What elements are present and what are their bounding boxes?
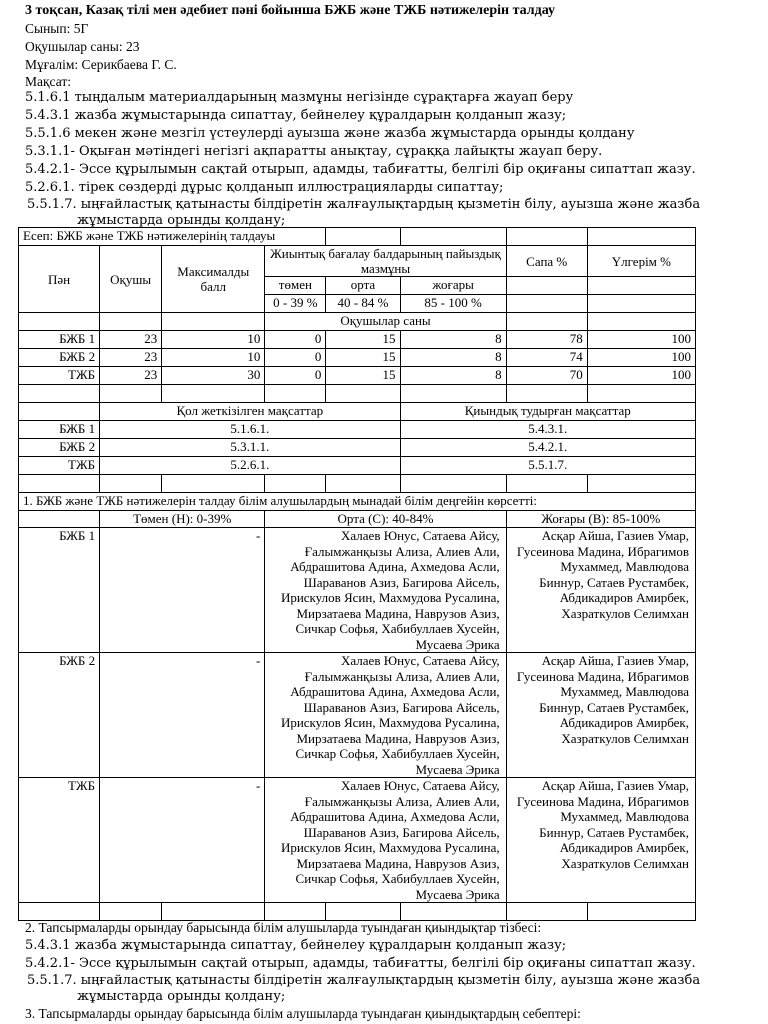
table-row [19, 421, 696, 439]
table-row [19, 778, 696, 903]
col-subject-header: Пән [19, 246, 100, 313]
row-students: 23 [100, 367, 162, 385]
class-line: Сынып: 5Г [25, 21, 89, 36]
row-students: 23 [100, 331, 162, 349]
row-subject: БЖБ 2 [19, 349, 100, 367]
table-row [19, 367, 696, 385]
table-row [19, 653, 696, 778]
level-row-low: - [100, 653, 265, 778]
level-row-subject: БЖБ 2 [19, 653, 100, 778]
level-row-subject: ТЖБ [19, 778, 100, 903]
goals-achieved-header: Қол жеткізілген мақсаттар [100, 403, 400, 421]
level-row-mid: Халаев Юнус, Сатаева Айсу, Ғалымжанқызы Ализа, Алиев Али, Абдрашитова Адина, Ахмедова Асли, Шараванов Азиз, Багирова Айсель, Ирискулов Ясин, Махмудова Русалина, Мирзатаева Мадина, Наврузов Азиз, Сичкар Софья, Хабибуллаев Хусейн, Мусаева Эрика [265, 778, 506, 903]
results-table [18, 227, 696, 921]
difficulty-item: 5.4.2.1- Эссе құрылымын сақтай отырып, адамды, табиғатты, белгілі бір оқиғаны сипаттап жазу. [25, 956, 696, 971]
goal-row-subject: ТЖБ [19, 457, 100, 475]
row-mid: 15 [326, 349, 400, 367]
row-quality: 74 [506, 349, 587, 367]
goal-row-achieved: 5.2.6.1. [100, 457, 400, 475]
level-low-header: Төмен (Н): 0-39% [100, 511, 265, 528]
level-row-high: Асқар Айша, Газиев Умар, Гусеинова Мадина, Ибрагимов Мухаммед, Мавлюдова Биннур, Сатаев Рустамбек, Абдикадиров Амирбек, Хазраткулов Селимхан [506, 528, 695, 653]
level-row-high: Асқар Айша, Газиев Умар, Гусеинова Мадина, Ибрагимов Мухаммед, Мавлюдова Биннур, Сатаев Рустамбек, Абдикадиров Амирбек, Хазраткулов Селимхан [506, 778, 695, 903]
col-group-header: Жиынтық бағалау балдарының пайыздық мазмұны [265, 246, 506, 277]
range-mid-label: 40 - 84 % [326, 295, 400, 313]
row-students: 23 [100, 349, 162, 367]
goal-row-difficult: 5.5.1.7. [400, 457, 695, 475]
row-high: 8 [400, 367, 506, 385]
range-low-label: 0 - 39 % [265, 295, 326, 313]
difficulty-item: 5.4.3.1 жазба жұмыстарында сипаттау, бейнелеу құралдарын қолданып жазу; [25, 938, 567, 953]
table-row [19, 439, 696, 457]
reasons-title: 3. Тапсырмаларды орындау барысында білім алушыларда туындаған қиындықтардың себептері: [25, 1006, 581, 1021]
level-row-low: - [100, 778, 265, 903]
level-row-mid: Халаев Юнус, Сатаева Айсу, Ғалымжанқызы Ализа, Алиев Али, Абдрашитова Адина, Ахмедова Асли, Шараванов Азиз, Багирова Айсель, Ирискулов Ясин, Махмудова Русалина, Мирзатаева Мадина, Наврузов Азиз, Сичкар Софья, Хабибуллаев Хусейн, Мусаева Эрика [265, 528, 506, 653]
goal-item: 5.4.3.1 жазба жұмыстарында сипаттау, бейнелеу құралдарын қолданып жазу; [25, 108, 567, 123]
row-mid: 15 [326, 331, 400, 349]
row-progress: 100 [587, 331, 695, 349]
level-row-low: - [100, 528, 265, 653]
goal-row-subject: БЖБ 1 [19, 421, 100, 439]
row-low: 0 [265, 331, 326, 349]
level-low-label: төмен [265, 277, 326, 295]
students-count-label: Оқушылар саны [265, 313, 506, 331]
levels-title: 1. БЖБ және ТЖБ нәтижелерін талдау білім алушылардың мынадай білім деңгейін көрсетті: [19, 493, 696, 511]
table-row [19, 331, 696, 349]
row-quality: 70 [506, 367, 587, 385]
goal-item: 5.5.1.6 мекен және мезгіл үстеулерді ауызша және жазба жұмыстарда орынды қолдану [25, 126, 635, 141]
row-progress: 100 [587, 367, 695, 385]
goals-difficult-header: Қиындық тудырған мақсаттар [400, 403, 695, 421]
row-mid: 15 [326, 367, 400, 385]
report-header [25, 2, 745, 229]
row-low: 0 [265, 349, 326, 367]
goal-row-achieved: 5.1.6.1. [100, 421, 400, 439]
goal-row-subject: БЖБ 2 [19, 439, 100, 457]
level-mid-label: орта [326, 277, 400, 295]
goal-row-achieved: 5.3.1.1. [100, 439, 400, 457]
table-row [19, 457, 696, 475]
level-high-header: Жоғары (В): 85-100% [506, 511, 695, 528]
row-quality: 78 [506, 331, 587, 349]
goal-item: 5.4.2.1- Эссе құрылымын сақтай отырып, адамды, табиғатты, белгілі бір оқиғаны сипаттап жазу. [25, 162, 696, 177]
row-high: 8 [400, 349, 506, 367]
goal-item: 5.3.1.1- Оқыған мәтіндегі негізгі ақпаратты анықтау, сұраққа лайықты жауап беру. [25, 144, 603, 159]
goal-row-difficult: 5.4.2.1. [400, 439, 695, 457]
range-high-label: 85 - 100 % [400, 295, 506, 313]
goal-item: 5.2.6.1. тірек сөздерді дұрыс қолданып иллюстрацияларды сипаттау; [25, 180, 504, 195]
row-max: 10 [162, 349, 265, 367]
row-max: 10 [162, 331, 265, 349]
level-row-mid: Халаев Юнус, Сатаева Айсу, Ғалымжанқызы Ализа, Алиев Али, Абдрашитова Адина, Ахмедова Асли, Шараванов Азиз, Багирова Айсель, Ирискулов Ясин, Махмудова Русалина, Мирзатаева Мадина, Наврузов Азиз, Сичкар Софья, Хабибуллаев Хусейн, Мусаева Эрика [265, 653, 506, 778]
col-max-header: Максималды балл [162, 246, 265, 313]
row-subject: БЖБ 1 [19, 331, 100, 349]
col-progress-header: Үлгерім % [587, 246, 695, 277]
row-low: 0 [265, 367, 326, 385]
row-progress: 100 [587, 349, 695, 367]
difficulties-title: 2. Тапсырмаларды орындау барысында білім алушыларда туындаған қиындықтар тізбесі: [25, 920, 542, 935]
table-row [19, 528, 696, 653]
goal-row-difficult: 5.4.3.1. [400, 421, 695, 439]
level-high-label: жоғары [400, 277, 506, 295]
goal-item: 5.5.1.7. ыңғайластық қатынасты білдіретін жалғаулықтардың қызметін білу, ауызша және жазба жұмыстарда орынды қолдану; [27, 197, 701, 228]
row-high: 8 [400, 331, 506, 349]
students-line: Оқушылар саны: 23 [25, 39, 140, 54]
goal-item: 5.1.6.1 тыңдалым материалдарының мазмұны негізінде сұрақтарға жауап беру [25, 90, 574, 105]
report-footer [25, 919, 745, 1023]
col-quality-header: Сапа % [506, 246, 587, 277]
table-caption: Есеп: БЖБ және ТЖБ нәтижелерінің талдауы [19, 228, 326, 246]
col-students-header: Оқушы [100, 246, 162, 313]
report-title: 3 тоқсан, Казақ тілі мен әдебиет пәні бойынша БЖБ және ТЖБ нәтижелерін талдау [25, 3, 555, 18]
row-max: 30 [162, 367, 265, 385]
level-row-subject: БЖБ 1 [19, 528, 100, 653]
goal-label: Мақсат: [25, 74, 72, 89]
difficulty-item: 5.5.1.7. ыңғайластық қатынасты білдіретін жалғаулықтардың қызметін білу, ауызша және жазба жұмыстарда орынды қолдану; [27, 973, 701, 1004]
teacher-line: Мұғалім: Серикбаева Г. С. [25, 57, 177, 72]
row-subject: ТЖБ [19, 367, 100, 385]
level-mid-header: Орта (С): 40-84% [265, 511, 506, 528]
table-row [19, 349, 696, 367]
level-row-high: Асқар Айша, Газиев Умар, Гусеинова Мадина, Ибрагимов Мухаммед, Мавлюдова Биннур, Сатаев Рустамбек, Абдикадиров Амирбек, Хазраткулов Селимхан [506, 653, 695, 778]
